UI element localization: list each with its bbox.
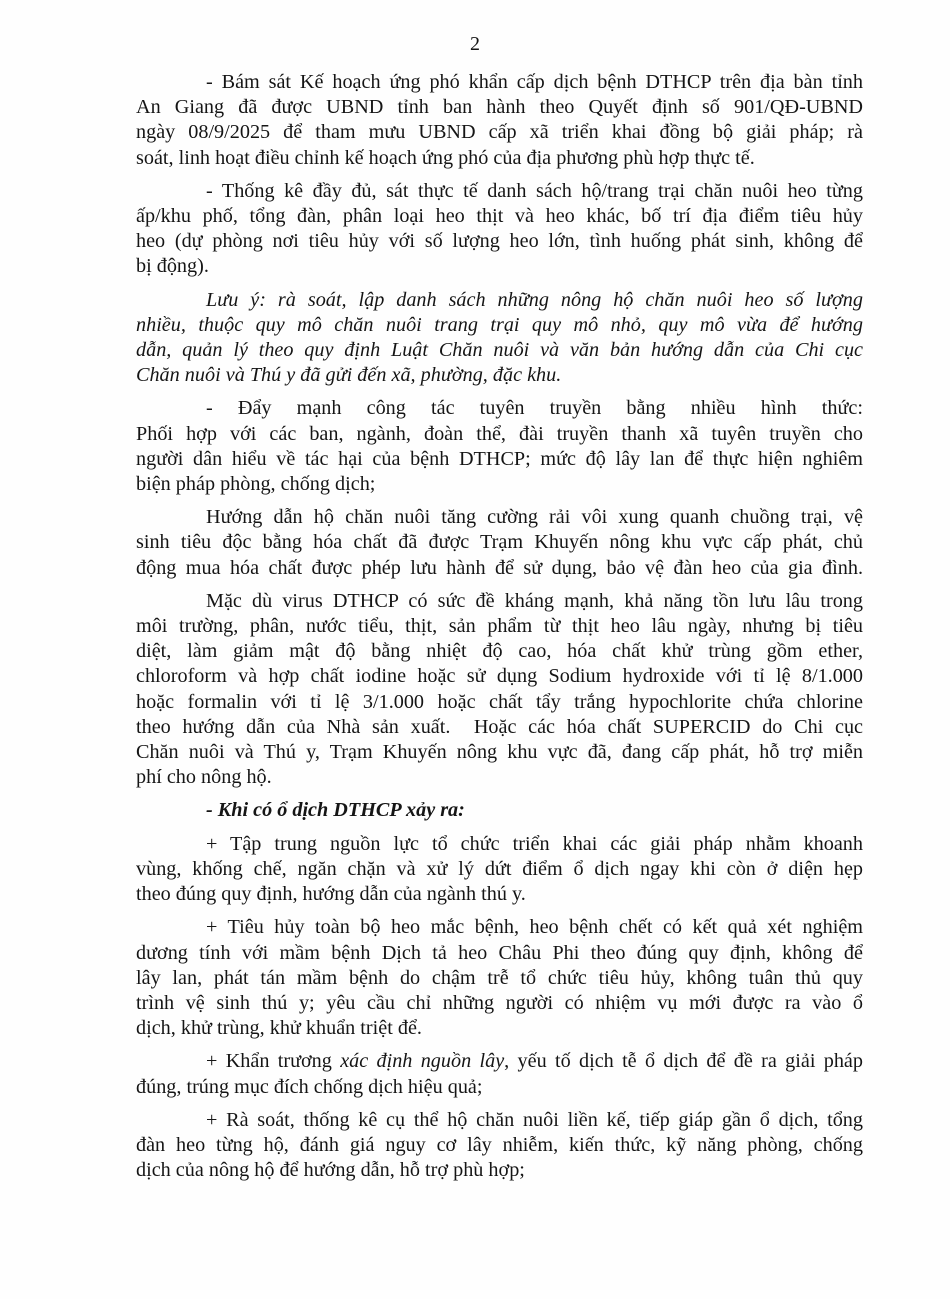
text-line: diệt, làm giảm mật độ bằng nhiệt độ cao, hóa chất khử trùng gồm ether,	[136, 640, 863, 663]
paragraph-note	[136, 288, 863, 389]
text-line: bị động).	[136, 255, 209, 278]
emphasized-text: xác định nguồn lây	[340, 1050, 505, 1073]
text-run: + Khẩn trương	[206, 1050, 341, 1073]
text-line: theo đúng quy định, hướng dẫn của ngành thú y.	[136, 883, 526, 906]
text-line: nhiều, thuộc quy mô chăn nuôi trang trại quy mô nhỏ, quy mô vừa để hướng	[136, 313, 863, 336]
text-line: hoặc formalin với tỉ lệ 3/1.000 hoặc chất tẩy trắng hypochlorite chứa chlorine	[136, 690, 863, 713]
text-line: An Giang đã được UBND tỉnh ban hành theo Quyết định số 901/QĐ-UBND	[136, 96, 863, 119]
text-line: môi trường, phân, nước tiểu, thịt, sản phẩm từ thịt heo lâu ngày, nhưng bị tiêu	[136, 615, 863, 638]
text-line: dẫn, quản lý theo quy định Luật Chăn nuôi và văn bản hướng dẫn của Chi cục	[136, 339, 863, 362]
section-heading-outbreak	[136, 798, 863, 823]
text-line: dịch của nông hộ để hướng dẫn, hỗ trợ phù hợp;	[136, 1159, 525, 1182]
text-line: - Thống kê đầy đủ, sát thực tế danh sách hộ/trang trại chăn nuôi heo từng	[206, 179, 863, 202]
text-line: động mua hóa chất được phép lưu hành để sử dụng, bảo vệ đàn heo của gia đình.	[136, 556, 863, 579]
text-line: + Tập trung nguồn lực tổ chức triển khai các giải pháp nhằm khoanh	[206, 832, 863, 855]
text-line: ấp/khu phố, tổng đàn, phân loại heo thịt và heo khác, bố trí địa điểm tiêu hủy	[136, 205, 863, 228]
text-line: phí cho nông hộ.	[136, 766, 272, 789]
text-line: dịch, khử trùng, khử khuẩn triệt để.	[136, 1017, 422, 1040]
text-line: Lưu ý: rà soát, lập danh sách những nông hộ chăn nuôi heo số lượng	[206, 288, 863, 311]
text-line: trình vệ sinh thú y; yêu cầu chỉ những người có nhiệm vụ mới được ra vào ổ	[136, 991, 863, 1014]
paragraph-virus-resistance	[136, 589, 863, 791]
text-line: theo hướng dẫn của Nhà sản xuất. Hoặc các hóa chất SUPERCID do Chi cục	[136, 715, 863, 738]
text-line: heo (dự phòng nơi tiêu hủy với số lượng heo lớn, tình huống phát sinh, không để	[136, 230, 863, 253]
text-line: đúng, trúng mục đích chống dịch hiệu quả;	[136, 1075, 483, 1098]
document-body	[136, 70, 863, 1191]
text-line: soát, linh hoạt điều chỉnh kế hoạch ứng phó của địa phương phù hợp thực tế.	[136, 146, 755, 169]
text-line: + Rà soát, thống kê cụ thể hộ chăn nuôi liền kế, tiếp giáp gần ổ dịch, tổng	[206, 1108, 863, 1131]
text-line: biện pháp phòng, chống dịch;	[136, 473, 376, 496]
text-line: - Bám sát Kế hoạch ứng phó khẩn cấp dịch bệnh DTHCP trên địa bàn tỉnh	[206, 71, 863, 93]
page-number: 2	[470, 33, 480, 55]
item-concentrate-resources	[136, 832, 863, 908]
paragraph-guidance	[136, 505, 863, 581]
text-line: Mặc dù virus DTHCP có sức đề kháng mạnh, khả năng tồn lưu lâu trong	[206, 589, 863, 612]
text-line: người dân hiểu về tác hại của bệnh DTHCP; mức độ lây lan để thực hiện nghiêm	[136, 447, 863, 470]
item-destroy-infected	[136, 915, 863, 1041]
text-line: sinh tiêu độc bằng hóa chất đã được Trạm Khuyến nông khu vực cấp phát, chủ	[136, 531, 863, 554]
text-line: - Đẩy mạnh công tác tuyên truyền bằng nhiều hình thức:	[206, 397, 863, 420]
text-line: Hướng dẫn hộ chăn nuôi tăng cường rải vôi xung quanh chuồng trại, vệ	[206, 506, 863, 529]
paragraph-statistics	[136, 179, 863, 280]
text-line	[136, 1049, 863, 1074]
text-line: + Tiêu hủy toàn bộ heo mắc bệnh, heo bệnh chết có kết quả xét nghiệm	[206, 916, 863, 939]
text-line: dương tính với mầm bệnh Dịch tả heo Châu Phi theo đúng quy định, không để	[136, 941, 863, 964]
text-run: , yếu tố dịch tễ ổ dịch để đề ra giải pháp	[504, 1050, 863, 1073]
text-line: vùng, khống chế, ngăn chặn và xử lý dứt điểm ổ dịch ngay khi còn ở diện hẹp	[136, 857, 863, 880]
text-line: ngày 08/9/2025 để tham mưu UBND cấp xã triển khai đồng bộ giải pháp; rà	[136, 121, 863, 144]
item-identify-source	[136, 1049, 863, 1099]
paragraph-propaganda	[136, 396, 863, 497]
text-line: đàn heo từng hộ, đánh giá nguy cơ lây nhiễm, kiến thức, kỹ năng phòng, chống	[136, 1133, 863, 1156]
item-review-neighbors	[136, 1108, 863, 1184]
text-line: Chăn nuôi và Thú y đã gửi đến xã, phường, đặc khu.	[136, 364, 562, 387]
text-line: lây lan, phát tán mầm bệnh do chậm trễ tổ chức tiêu hủy, không tuân thủ quy	[136, 966, 863, 989]
text-line: Phối hợp với các ban, ngành, đoàn thể, đài truyền thanh xã tuyên truyền cho	[136, 422, 863, 445]
text-line: chloroform và hợp chất iodine hoặc sử dụng Sodium hydroxide với tỉ lệ 8/1.000	[136, 665, 863, 688]
paragraph-response-plan	[136, 70, 863, 171]
heading-text: - Khi có ổ dịch DTHCP xảy ra:	[206, 799, 465, 822]
text-line: Chăn nuôi và Thú y, Trạm Khuyến nông khu vực đã, đang cấp phát, hỗ trợ miễn	[136, 741, 863, 764]
